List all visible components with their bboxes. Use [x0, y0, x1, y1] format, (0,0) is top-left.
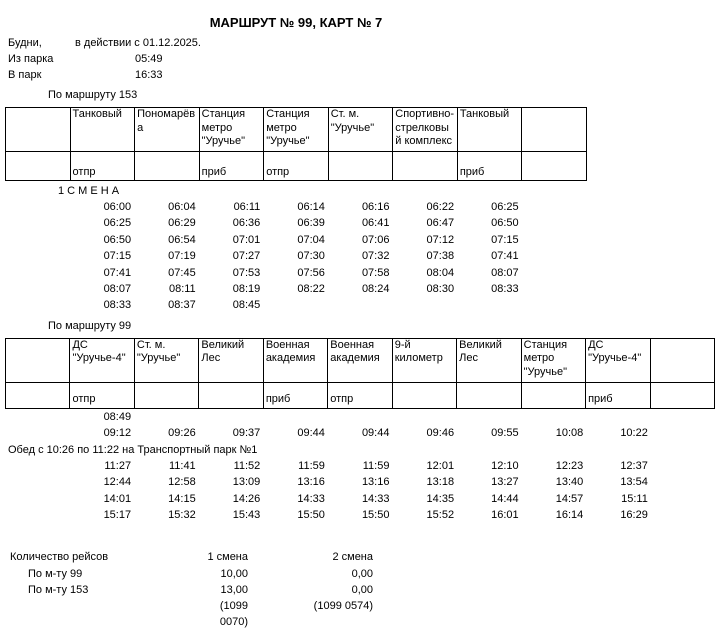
- time-value: 13:40: [555, 476, 584, 489]
- time-value: 15:11: [621, 492, 648, 505]
- route-99-times-before-lunch: [0, 409, 719, 442]
- time-value: 08:33: [491, 282, 519, 295]
- time-value: 14:35: [426, 492, 455, 505]
- time-value: 15:17: [103, 509, 132, 522]
- time-value: 12:23: [555, 459, 584, 472]
- time-value: 07:19: [168, 250, 196, 263]
- time-value: 14:26: [232, 492, 261, 505]
- time-value: 12:58: [168, 476, 196, 489]
- time-value: 09:46: [426, 427, 455, 440]
- time-value: 06:47: [426, 217, 455, 230]
- column-header-cell: Станция метро "Уручье": [199, 108, 264, 152]
- time-value: 09:26: [168, 427, 196, 440]
- route-153-table: [5, 107, 587, 181]
- column-header-cell: [6, 338, 70, 382]
- subheader-cell: [199, 382, 263, 408]
- time-row: [70, 215, 719, 231]
- column-header-cell: [522, 108, 587, 152]
- summary-footer-code-2: (1099 0574): [313, 600, 373, 613]
- shift-2-column-header: 2 смена: [332, 551, 373, 564]
- column-header-cell: Военная академия: [328, 338, 392, 382]
- summary-shift2-value: 0,00: [351, 583, 373, 596]
- route-99-table: [5, 338, 715, 409]
- time-value: 08:33: [103, 299, 132, 312]
- to-park-time: 16:33: [135, 69, 163, 81]
- route-99-times-after-lunch: [0, 458, 719, 524]
- subheader-cell: [522, 152, 587, 181]
- time-value: 15:32: [168, 509, 196, 522]
- summary-row-label: По м-ту 153: [28, 583, 89, 596]
- summary-header-row: [0, 549, 719, 565]
- time-row: [70, 199, 719, 215]
- subheader-cell: отпр: [264, 152, 329, 181]
- time-value: 10:22: [620, 427, 648, 440]
- time-value: 06:11: [233, 201, 261, 213]
- time-row: [70, 232, 719, 248]
- time-value: 07:41: [103, 266, 132, 279]
- time-value: 06:16: [361, 201, 390, 213]
- time-value: 08:22: [297, 282, 325, 295]
- column-header-cell: Танковый: [457, 108, 522, 152]
- column-header-cell: ДС "Уручье-4": [70, 338, 134, 382]
- time-value: 06:14: [297, 201, 325, 213]
- time-value: 14:44: [491, 492, 519, 505]
- time-value: 07:45: [168, 266, 196, 279]
- time-value: 13:54: [620, 476, 648, 489]
- time-value: 14:15: [168, 492, 196, 505]
- column-header-cell: [6, 108, 71, 152]
- time-value: 13:16: [297, 476, 325, 489]
- time-value: 08:07: [103, 282, 132, 295]
- column-header-cell: Танковый: [70, 108, 135, 152]
- column-header-cell: Ст. м. "Уручье": [134, 338, 198, 382]
- time-value: 12:44: [103, 476, 132, 489]
- from-park-label: Из парка: [8, 53, 54, 65]
- route-153-section-label: По маршруту 153: [48, 89, 138, 101]
- subheader-cell: [393, 152, 458, 181]
- summary-shift2-value: 0,00: [351, 567, 373, 580]
- summary-row-route-99: [0, 566, 719, 582]
- time-value: 07:41: [491, 250, 519, 263]
- time-value: 14:33: [361, 492, 390, 505]
- time-value: 07:38: [426, 250, 455, 263]
- time-value: 09:44: [361, 427, 390, 440]
- time-value: 08:11: [168, 282, 196, 295]
- subheader-cell: [457, 382, 521, 408]
- subheader-cell: приб: [586, 382, 650, 408]
- time-value: 11:59: [298, 459, 325, 472]
- subheader-cell: отпр: [328, 382, 392, 408]
- subheader-cell: [135, 152, 200, 181]
- subheader-cell: [6, 152, 71, 181]
- time-value: 11:59: [362, 459, 390, 472]
- summary-row-route-153: [0, 582, 719, 598]
- time-value: 06:25: [491, 201, 519, 213]
- time-value: 09:55: [491, 427, 519, 440]
- time-row: [70, 507, 719, 523]
- time-value: 07:30: [297, 250, 325, 263]
- time-value: 13:27: [491, 476, 519, 489]
- time-value: 08:37: [168, 299, 196, 312]
- time-value: 16:14: [555, 509, 584, 522]
- column-header-cell: ДС "Уручье-4": [586, 338, 650, 382]
- time-value: 07:32: [361, 250, 390, 263]
- time-value: 06:50: [491, 217, 519, 230]
- time-value: 15:52: [426, 509, 455, 522]
- time-row: [70, 474, 719, 490]
- time-value: 06:00: [103, 201, 132, 213]
- time-value: 09:12: [103, 427, 132, 440]
- time-value: 12:01: [426, 459, 455, 472]
- column-header-cell: Военная академия: [263, 338, 327, 382]
- column-header-cell: Великий Лес: [199, 338, 263, 382]
- time-value: 07:53: [232, 266, 261, 279]
- subheader-cell: [134, 382, 198, 408]
- from-park-time: 05:49: [135, 53, 163, 65]
- to-park-line: [8, 67, 719, 83]
- time-value: 06:39: [297, 217, 325, 230]
- route-153-times: [0, 199, 719, 314]
- time-value: 12:10: [491, 459, 519, 472]
- time-row: [70, 409, 719, 425]
- subheader-cell: [650, 382, 714, 408]
- shift-1-label: 1 С М Е Н А: [58, 185, 120, 197]
- time-value: 07:12: [426, 233, 455, 246]
- time-value: 14:01: [103, 492, 132, 505]
- time-row: [70, 281, 719, 297]
- time-value: 07:27: [232, 250, 261, 263]
- time-value: 07:04: [297, 233, 325, 246]
- subheader-cell: [328, 152, 393, 181]
- time-value: 07:15: [491, 233, 519, 246]
- time-value: 08:30: [426, 282, 455, 295]
- trip-count-summary: [0, 549, 719, 630]
- time-value: 06:04: [168, 201, 196, 213]
- time-row: [70, 458, 719, 474]
- time-value: 06:41: [361, 217, 390, 230]
- time-value: 08:04: [426, 266, 455, 279]
- time-value: 15:43: [232, 509, 261, 522]
- time-value: 14:33: [297, 492, 325, 505]
- subheader-cell: отпр: [70, 152, 135, 181]
- column-header-cell: Спортивно-стрелковый комплекс: [393, 108, 458, 152]
- time-row: [70, 491, 719, 507]
- column-header-cell: Великий Лес: [457, 338, 521, 382]
- time-row: [70, 425, 719, 441]
- time-value: 08:24: [361, 282, 390, 295]
- time-value: 13:18: [426, 476, 455, 489]
- from-park-line: [8, 51, 719, 67]
- time-value: 06:25: [103, 217, 132, 230]
- summary-footer-code-1: (1099 0070): [219, 600, 248, 629]
- column-header-cell: [650, 338, 714, 382]
- time-value: 11:41: [168, 459, 196, 472]
- time-value: 06:29: [168, 217, 196, 230]
- time-value: 15:50: [297, 509, 325, 522]
- subheader-cell: приб: [457, 152, 522, 181]
- subheader-cell: приб: [199, 152, 264, 181]
- time-value: 13:16: [361, 476, 390, 489]
- time-value: 08:45: [232, 299, 261, 312]
- day-type-line: [8, 35, 719, 51]
- shift-1-column-header: 1 смена: [207, 551, 248, 564]
- time-row: [70, 248, 719, 264]
- time-value: 07:58: [361, 266, 390, 279]
- time-row: [70, 265, 719, 281]
- subheader-cell: [392, 382, 456, 408]
- subheader-cell: приб: [263, 382, 327, 408]
- column-header-cell: 9-й километр: [392, 338, 456, 382]
- time-value: 06:50: [103, 233, 132, 246]
- time-value: 10:08: [555, 427, 584, 440]
- summary-footer-spacer: [0, 598, 190, 630]
- time-value: 06:22: [426, 201, 455, 213]
- time-value: 11:52: [233, 459, 261, 472]
- time-value: 16:29: [620, 509, 648, 522]
- day-type: Будни,: [8, 37, 42, 49]
- time-value: 07:56: [297, 266, 325, 279]
- column-header-cell: Ст. м. "Уручье": [328, 108, 393, 152]
- time-value: 06:54: [168, 233, 196, 246]
- time-value: 08:19: [232, 282, 261, 295]
- time-value: 09:44: [297, 427, 325, 440]
- subheader-cell: [6, 382, 70, 408]
- summary-footer-row: [0, 598, 719, 630]
- column-header-cell: Станция метро "Уручье": [264, 108, 329, 152]
- time-value: 07:01: [232, 233, 261, 246]
- time-value: 06:36: [232, 217, 261, 230]
- time-value: 11:27: [104, 459, 132, 472]
- time-value: 16:01: [491, 509, 519, 522]
- time-row: [70, 297, 719, 313]
- subheader-cell: [521, 382, 585, 408]
- route-99-section-label: По маршруту 99: [48, 319, 132, 332]
- time-value: 07:15: [103, 250, 132, 263]
- summary-title: Количество рейсов: [10, 551, 109, 564]
- time-value: 12:37: [620, 459, 648, 472]
- page-title: МАРШРУТ № 99, КАРТ № 7: [209, 15, 383, 30]
- lunch-note: Обед с 10:26 по 11:22 на Транспортный парк №1: [8, 443, 258, 456]
- summary-shift1-value: 13,00: [220, 583, 248, 596]
- time-value: 09:37: [232, 427, 261, 440]
- time-value: 13:09: [232, 476, 261, 489]
- time-value: 07:06: [361, 233, 390, 246]
- subheader-cell: отпр: [70, 382, 134, 408]
- time-value: 15:50: [361, 509, 390, 522]
- column-header-cell: Пономарёва: [135, 108, 200, 152]
- time-value: 14:57: [555, 492, 584, 505]
- summary-shift1-value: 10,00: [220, 567, 248, 580]
- to-park-label: В парк: [8, 69, 42, 81]
- column-header-cell: Станция метро "Уручье": [521, 338, 585, 382]
- time-value: 08:49: [103, 410, 132, 423]
- summary-row-label: По м-ту 99: [28, 567, 83, 580]
- validity-date: в действии с 01.12.2025.: [75, 37, 201, 49]
- time-value: 08:07: [491, 266, 519, 279]
